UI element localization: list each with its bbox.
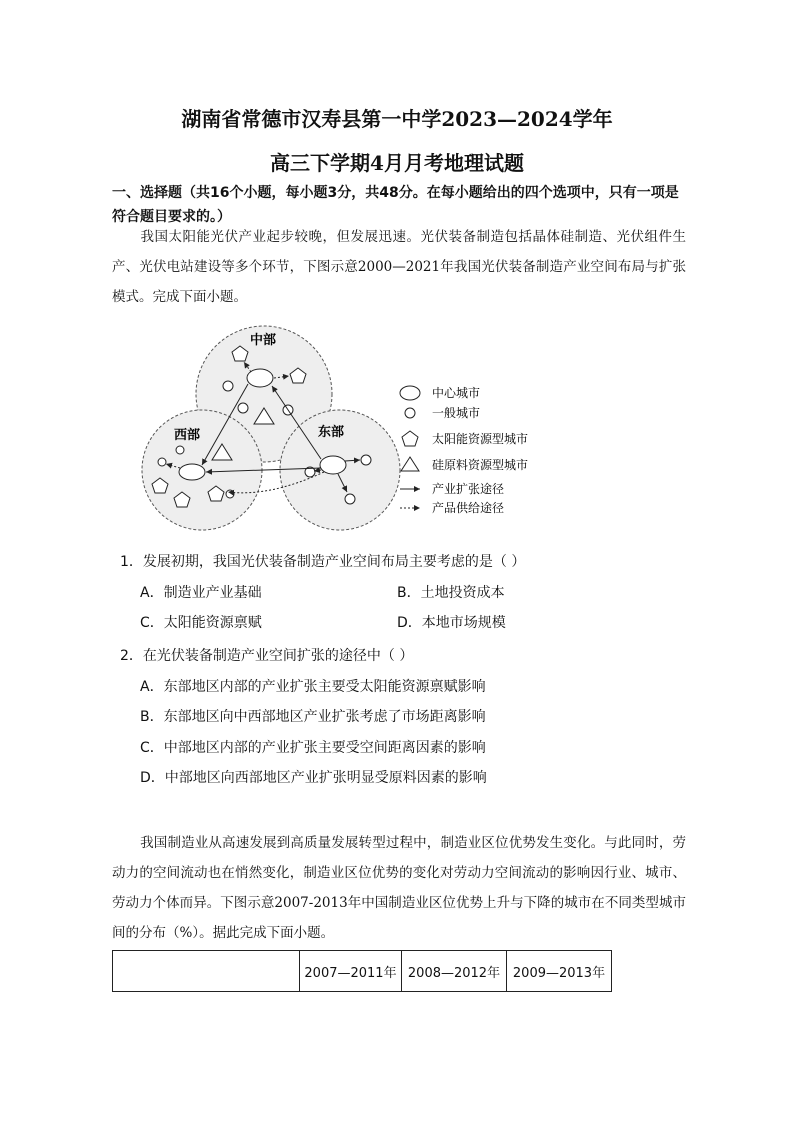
region-label-central: 中部 [250,333,277,348]
table-header-cell: 2008—2012年 [402,951,507,992]
east-hub-city [320,456,346,474]
q2-stem: 2．在光伏装备制造产业空间扩张的途径中（ ） [120,648,414,664]
table-header-row [113,951,612,992]
legend-expansion: 产业扩张途径 [432,482,505,496]
q1-option-a[interactable]: A．制造业产业基础 [140,585,262,601]
q1-stem: 1．发展初期，我国光伏装备制造产业空间布局主要考虑的是（ ） [120,554,526,570]
region-label-east: 东部 [318,425,345,440]
data-table [112,950,612,992]
table-header-cell [113,951,300,992]
q1-option-c[interactable]: C．太阳能资源禀赋 [140,615,262,631]
legend-hub-city: 中心城市 [432,386,481,400]
pentagon-icon [402,431,418,446]
passage-2-text: 我国制造业从高速发展到高质量发展转型过程中，制造业区位优势发生变化。与此同时，劳动力的空间流动也在悄然变化，制造业区位优势的变化对劳动力空间流动的影响因行业、城市、劳动力个体而异。下图示意2007-2013年中国制造业区位优势上升与下降的城市在不同类型城市间的分布（%）。据此完成下面小题。 [112,835,686,941]
legend-general-city: 一般城市 [432,406,481,420]
q2-option-b[interactable]: B．东部地区向中西部地区产业扩张考虑了市场距离影响 [140,709,486,725]
west-hub-city [179,464,205,480]
legend-silicon-city: 硅原料资源型城市 [432,458,529,472]
ellipse-icon [400,386,420,400]
q1-option-d[interactable]: D．本地市场规模 [397,615,506,631]
legend-supply: 产品供给途径 [432,501,505,515]
q2-option-a[interactable]: A．东部地区内部的产业扩张主要受太阳能资源禀赋影响 [140,679,486,695]
passage-1-text: 我国太阳能光伏产业起步较晚，但发展迅速。光伏装备制造包括晶体硅制造、光伏组件生产、光伏电站建设等多个环节，下图示意2000—2021年我国光伏装备制造产业空间布局与扩张模式。完成下面小题。 [112,229,686,305]
passage-2 [112,828,686,948]
q2-option-c[interactable]: C．中部地区内部的产业扩张主要受空间距离因素的影响 [140,740,486,756]
q2-option-d[interactable]: D．中部地区向西部地区产业扩张明显受原料因素的影响 [140,770,487,786]
pv-industry-diagram [140,322,560,532]
exam-subtitle: 高三下学期4月月考地理试题 [270,151,524,175]
circle-icon [405,408,415,418]
triangle-icon [401,457,419,471]
exam-title: 湖南省常德市汉寿县第一中学2023—2024学年 [181,107,613,131]
table-header-cell: 2007—2011年 [300,951,402,992]
passage-1 [112,222,686,312]
table-header-cell: 2009—2013年 [507,951,612,992]
q1-option-b[interactable]: B．土地投资成本 [397,585,505,601]
region-label-west: 西部 [174,428,201,443]
legend-solar-city: 太阳能资源型城市 [432,432,529,446]
diagram-legend [400,385,528,515]
section-header: 一、选择题（共16个小题，每小题3分，共48分。在每小题给出的四个选项中，只有一项是符合题目要求的。） [112,185,679,225]
